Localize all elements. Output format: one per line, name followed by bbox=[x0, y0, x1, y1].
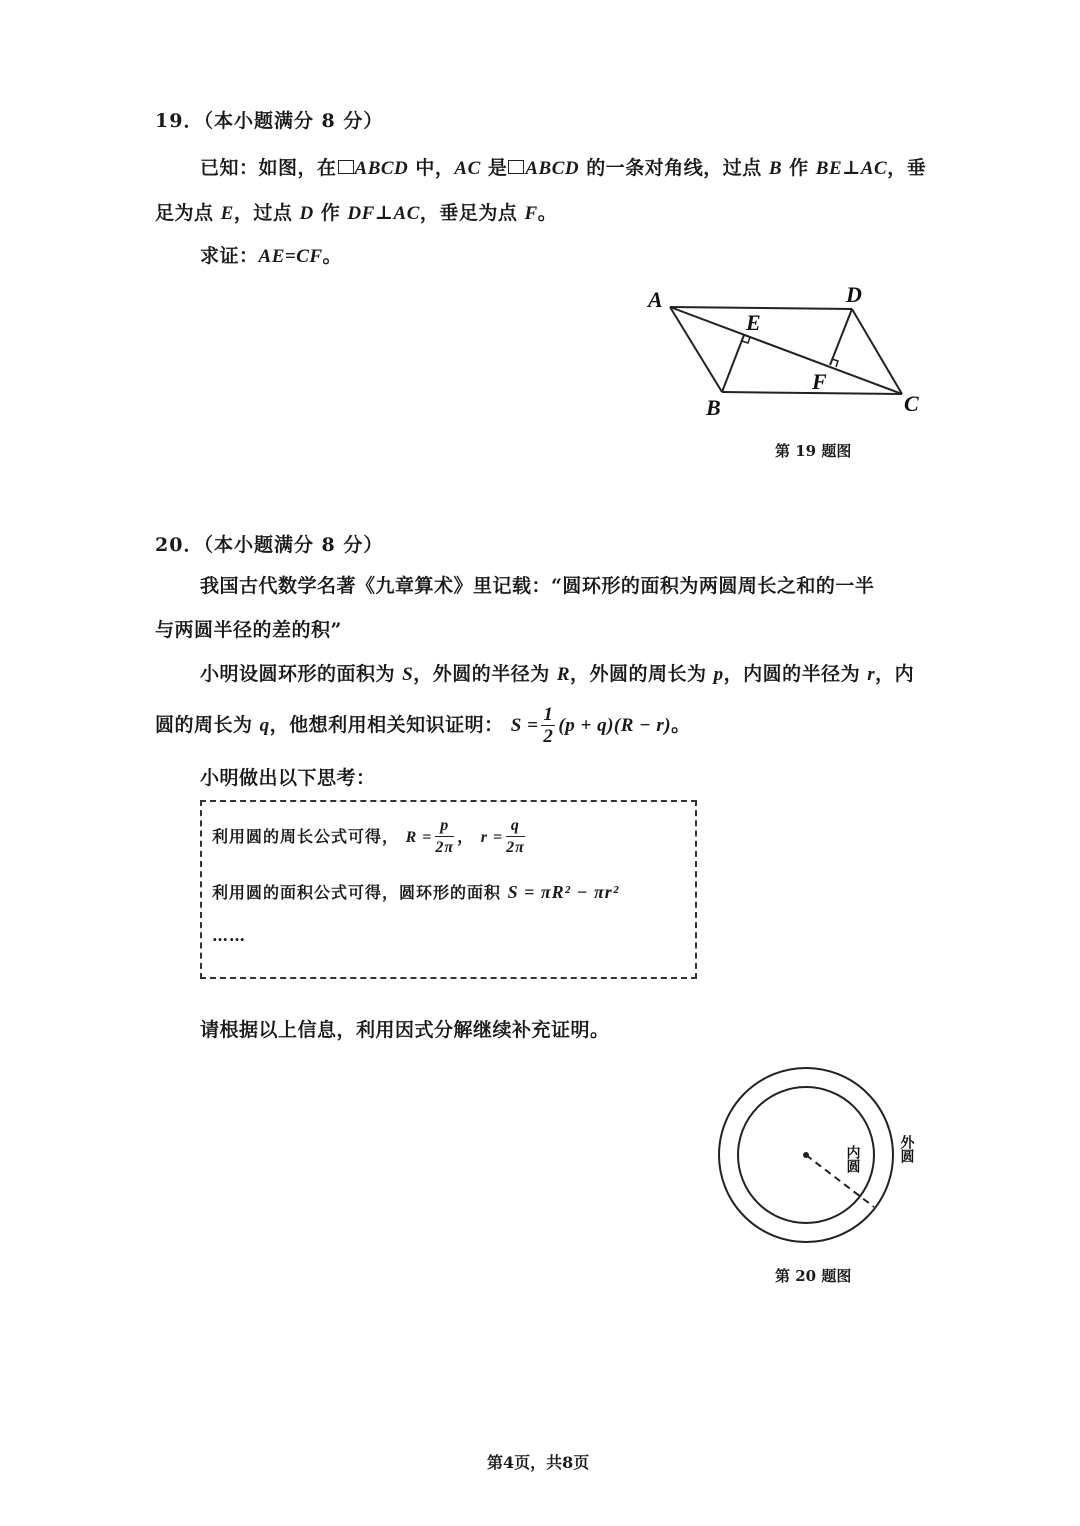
parallelogram-icon bbox=[338, 160, 354, 174]
q19-text: 是 bbox=[480, 157, 508, 179]
q20-text: ，外圆的周长为 bbox=[570, 663, 714, 685]
q19-text: 求证： bbox=[200, 245, 259, 267]
box-text: ， bbox=[457, 827, 475, 846]
q19-heading: 19．（本小题满分 8 分） bbox=[155, 110, 384, 132]
q20-heading: 20．（本小题满分 8 分） bbox=[155, 534, 384, 556]
q19-text: ，过点 bbox=[233, 202, 300, 224]
q19-text: ，垂足为点 bbox=[419, 202, 525, 224]
q20-math: p bbox=[713, 664, 724, 685]
q19-math: AE=CF bbox=[258, 246, 323, 267]
label-f: F bbox=[812, 369, 827, 394]
q20-text: 圆的周长为 bbox=[155, 714, 260, 736]
q19-line2 bbox=[155, 191, 557, 236]
q19-line1 bbox=[200, 146, 940, 191]
q19-math: DF⊥AC bbox=[347, 203, 420, 224]
q20-text: ，内圆的半径为 bbox=[723, 663, 868, 685]
box-text: 利用圆的面积公式可得，圆环形的面积 bbox=[212, 883, 508, 902]
q20-figure bbox=[700, 1060, 940, 1260]
q20-think: 小明做出以下思考： bbox=[200, 767, 376, 789]
q20-p1-line1: 我国古代数学名著《九章算术》里记载：“圆环形的面积为两圆周长之和的一半 bbox=[200, 575, 875, 597]
q19-text: 。 bbox=[537, 202, 558, 224]
q20-text: ，他想利用相关知识证明： bbox=[269, 714, 504, 736]
q19-text: 。 bbox=[322, 245, 343, 267]
formula-rhs: (p + q)(R − r) bbox=[558, 715, 672, 736]
page-footer: 第4页，共8页 bbox=[487, 1453, 590, 1472]
box-text: 利用圆的周长公式可得， bbox=[212, 827, 400, 846]
parallelogram-icon bbox=[508, 160, 524, 174]
q20-p2-line1 bbox=[200, 652, 914, 697]
label-a: A bbox=[648, 287, 663, 312]
diagonal-ac bbox=[670, 307, 902, 394]
q20-instruction: 请根据以上信息，利用因式分解继续补充证明。 bbox=[200, 1019, 610, 1041]
q19-prove bbox=[200, 234, 342, 279]
segment-be bbox=[722, 335, 744, 392]
q19-math: AC bbox=[454, 158, 481, 179]
label-d: D bbox=[846, 282, 862, 307]
formula-lhs: S = bbox=[510, 715, 539, 736]
label-b: B bbox=[706, 395, 721, 420]
q19-text: 中， bbox=[408, 157, 455, 179]
box-math: R = bbox=[405, 829, 433, 846]
q20-math: S bbox=[402, 664, 414, 685]
outer-circle-label: 外圆 bbox=[898, 1135, 914, 1163]
edge-ab bbox=[670, 307, 722, 392]
q19-text: ，垂 bbox=[887, 157, 927, 179]
box-denominator: 2π bbox=[506, 839, 525, 856]
q19-text: 已知：如图，在 bbox=[200, 157, 337, 179]
q19-math: BE⊥AC bbox=[815, 158, 888, 179]
box-line1 bbox=[212, 816, 528, 859]
q19-figure bbox=[630, 275, 950, 425]
q19-text: 作 bbox=[782, 157, 816, 179]
radius-line bbox=[806, 1155, 874, 1207]
q20-text: 。 bbox=[671, 714, 691, 736]
q20-math: r bbox=[867, 664, 876, 685]
box-fraction-r-outer bbox=[435, 816, 454, 859]
q19-text: 的一条对角线，过点 bbox=[579, 157, 769, 179]
q20-text: ，内 bbox=[875, 663, 915, 685]
q19-math: E bbox=[220, 203, 234, 224]
q19-math: F bbox=[524, 203, 538, 224]
label-c: C bbox=[904, 391, 919, 416]
inner-circle-label: 内圆 bbox=[844, 1145, 860, 1173]
box-math: r = bbox=[480, 829, 504, 846]
formula-fraction bbox=[541, 705, 555, 748]
box-fraction-r-inner bbox=[506, 816, 525, 859]
segment-df bbox=[830, 309, 852, 365]
box-numerator: p bbox=[435, 816, 454, 837]
q19-caption: 第 19 题图 bbox=[775, 442, 852, 460]
box-denominator: 2π bbox=[435, 839, 455, 856]
q19-math: B bbox=[768, 158, 783, 179]
q19-math: ABCD bbox=[354, 158, 409, 179]
label-e: E bbox=[746, 310, 761, 335]
q19-text: 足为点 bbox=[155, 202, 221, 224]
q19-text: 作 bbox=[313, 202, 348, 224]
q20-p1-line2: 与两圆半径的差的积” bbox=[155, 619, 342, 641]
q20-math: q bbox=[259, 715, 270, 736]
edge-ad bbox=[670, 307, 852, 309]
box-numerator: q bbox=[506, 816, 525, 837]
thinking-box bbox=[200, 800, 697, 979]
formula-numerator: 1 bbox=[543, 703, 554, 725]
q20-caption: 第 20 题图 bbox=[775, 1267, 852, 1285]
q20-text: 小明设圆环形的面积为 bbox=[200, 663, 403, 685]
q20-text: ，外圆的半径为 bbox=[413, 663, 557, 685]
q20-p2-line2 bbox=[155, 700, 691, 751]
q19-math: ABCD bbox=[525, 158, 580, 179]
box-line2 bbox=[212, 880, 619, 903]
q19-math: D bbox=[299, 203, 314, 224]
box-line3: …… bbox=[212, 926, 246, 945]
box-math: S = πR² − πr² bbox=[507, 882, 620, 902]
formula-denominator: 2 bbox=[543, 725, 554, 747]
q20-math: R bbox=[556, 664, 571, 685]
edge-dc bbox=[852, 309, 902, 394]
